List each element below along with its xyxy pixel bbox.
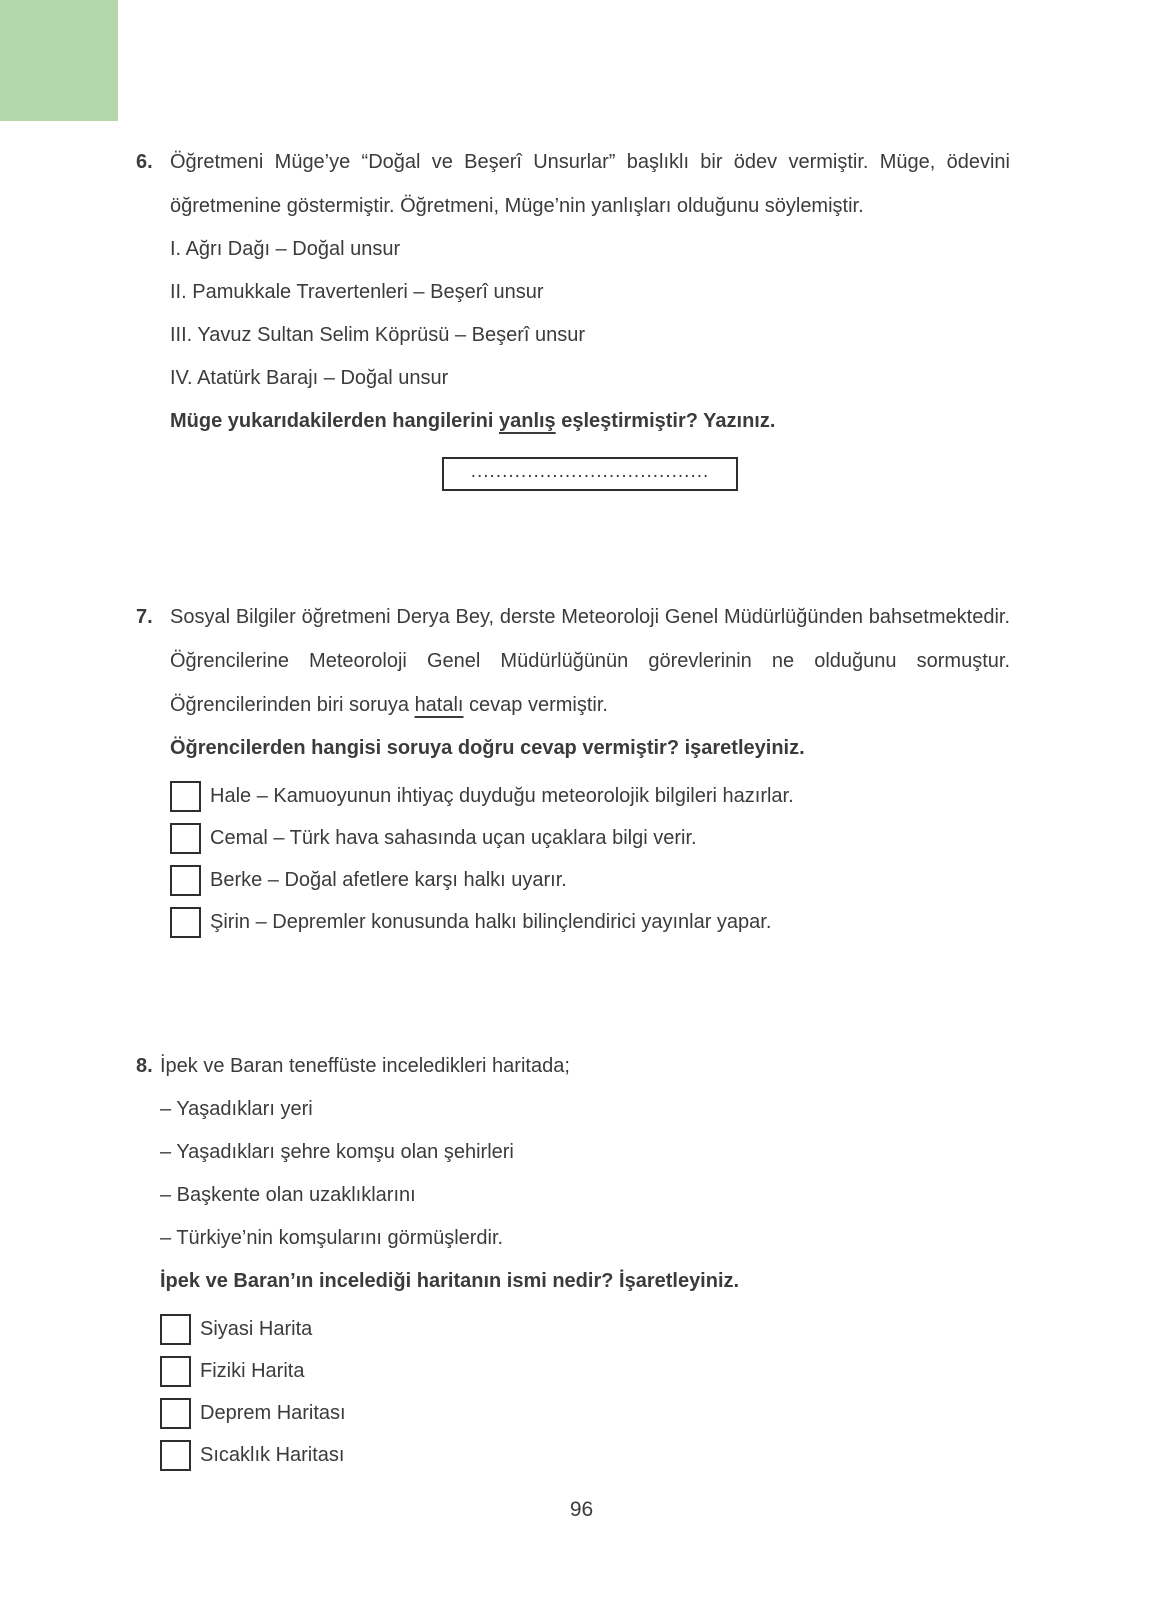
worksheet-content [136, 140, 1010, 1476]
answer-dotted-line[interactable]: ...................................... [470, 461, 710, 482]
question-7-number: 7. [136, 606, 153, 628]
answer-checkbox[interactable] [170, 823, 201, 854]
question-7-intro [170, 595, 1010, 727]
option-row [160, 1350, 1010, 1392]
answer-checkbox[interactable] [160, 1398, 191, 1429]
option-label: Hale – Kamuoyunun ihtiyaç duyduğu meteorolojik bilgileri hazırlar. [210, 785, 794, 807]
option-label: Fiziki Harita [200, 1360, 305, 1382]
question-8 [136, 1044, 1010, 1476]
question-7-prompt: Öğrencilerden hangisi soruya doğru cevap vermiştir? işaretleyiniz. [170, 737, 805, 759]
question-7-options [170, 775, 1010, 943]
answer-checkbox[interactable] [170, 865, 201, 896]
option-row [160, 1308, 1010, 1350]
option-row [160, 1392, 1010, 1434]
option-label: Deprem Haritası [200, 1402, 346, 1424]
question-8-options [160, 1308, 1010, 1476]
answer-checkbox[interactable] [160, 1440, 191, 1471]
prompt-text: Müge yukarıdakilerden hangilerini [170, 410, 499, 432]
question-6 [136, 140, 1010, 491]
option-label: Sıcaklık Haritası [200, 1444, 345, 1466]
question-8-prompt: İpek ve Baran’ın incelediği haritanın ismi nedir? İşaretleyiniz. [160, 1270, 740, 1292]
prompt-underlined-word: yanlış [498, 410, 556, 432]
question-8-number: 8. [136, 1055, 153, 1077]
question-7 [136, 595, 1010, 943]
answer-checkbox[interactable] [170, 781, 201, 812]
question-8-intro: İpek ve Baran teneffüste inceledikleri haritada; [160, 1055, 570, 1077]
list-item: – Yaşadıkları şehre komşu olan şehirleri [160, 1141, 514, 1163]
question-6-prompt [170, 400, 1010, 443]
question-8-body [160, 1044, 1010, 1476]
list-item: I. Ağrı Dağı – Doğal unsur [170, 238, 401, 260]
intro-text: Sosyal Bilgiler öğretmeni Derya Bey, derste Meteoroloji Genel Müdürlüğünden bahsetmektedir. Öğrencilerine Meteoroloji Genel Müdürlüğünün görevlerinin ne olduğunu sormuştur. Öğrencilerinden biri soruya [170, 606, 1010, 716]
page-footer [0, 1498, 1163, 1522]
answer-checkbox[interactable] [160, 1314, 191, 1345]
page-number: 96 [569, 1498, 594, 1521]
option-label: Şirin – Depremler konusunda halkı bilinçlendirici yayınlar yapar. [210, 911, 772, 933]
intro-underlined-word: hatalı [414, 694, 464, 716]
option-label: Siyasi Harita [200, 1318, 313, 1340]
option-row [160, 1434, 1010, 1476]
answer-box[interactable] [442, 457, 738, 491]
list-item: IV. Atatürk Barajı – Doğal unsur [170, 367, 449, 389]
prompt-text: eşleştirmiştir? Yazınız. [555, 410, 776, 432]
option-row [170, 775, 1010, 817]
intro-text: cevap vermiştir. [463, 694, 608, 716]
list-item: II. Pamukkale Travertenleri – Beşerî unsur [170, 281, 544, 303]
question-7-body [170, 595, 1010, 943]
option-label: Berke – Doğal afetlere karşı halkı uyarır. [210, 869, 567, 891]
question-6-body [170, 140, 1010, 491]
option-row [170, 901, 1010, 943]
decorative-corner-block [0, 0, 118, 121]
question-6-number: 6. [136, 151, 153, 173]
option-row [170, 859, 1010, 901]
list-item: – Türkiye’nin komşularını görmüşlerdir. [160, 1227, 504, 1249]
option-label: Cemal – Türk hava sahasında uçan uçaklara bilgi verir. [210, 827, 697, 849]
list-item: III. Yavuz Sultan Selim Köprüsü – Beşerî unsur [170, 324, 586, 346]
answer-checkbox[interactable] [170, 907, 201, 938]
question-6-intro: Öğretmeni Müge’ye “Doğal ve Beşerî Unsurlar” başlıklı bir ödev vermiştir. Müge, ödevini öğretmenine göstermiştir. Öğretmeni, Müge’nin yanlışları olduğunu söylemiştir. [170, 151, 1010, 217]
option-row [170, 817, 1010, 859]
answer-checkbox[interactable] [160, 1356, 191, 1387]
list-item: – Başkente olan uzaklıklarını [160, 1184, 416, 1206]
list-item: – Yaşadıkları yeri [160, 1098, 313, 1120]
